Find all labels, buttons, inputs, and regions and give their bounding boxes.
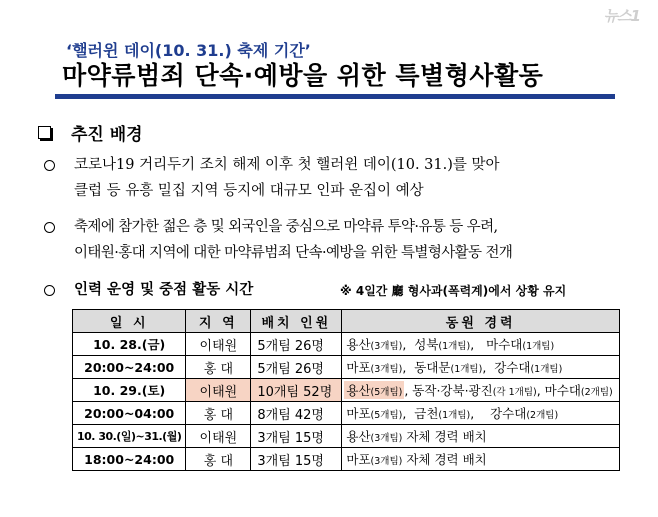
- note-text: ※ 4일간 廳 형사과(폭력계)에서 상황 유지: [340, 284, 567, 298]
- region-cell: 이태원: [186, 333, 251, 356]
- units-cell: 마포(5개팀), 금천(1개팀), 강수대(2개팀): [342, 402, 620, 425]
- units-cell: 마포(3개팀), 동대문(1개팀), 강수대(1개팀): [342, 356, 620, 379]
- region-cell: 홍 대: [186, 356, 251, 379]
- section-heading: [38, 120, 143, 145]
- bullet-line: 클럽 등 유흥 밀집 지역 등지에 대규모 인파 운집이 예상: [74, 183, 424, 199]
- doc-title: 마약류범죄 단속·예방을 위한 특별형사활동: [62, 61, 544, 90]
- column-header: 배치 인원: [251, 310, 342, 333]
- staff-cell: 5개팀 26명: [251, 356, 342, 379]
- units-cell: 용산(3개팀) 자체 경력 배치: [342, 425, 620, 448]
- units-cell: 마포(3개팀) 자체 경력 배치: [342, 448, 620, 471]
- circle-bullet-icon: [44, 160, 55, 171]
- date-cell: 10. 29.(토): [73, 379, 186, 402]
- news-watermark: 뉴스1: [603, 7, 640, 25]
- region-cell: 홍 대: [186, 448, 251, 471]
- region-cell: 홍 대: [186, 402, 251, 425]
- bullet-line: 코로나19 거리두기 조치 해제 이후 첫 핼러윈 데이(10. 31.)를 맞아: [74, 157, 500, 173]
- circle-bullet-icon: [44, 222, 55, 233]
- table-row: [73, 402, 620, 425]
- column-header: 동원 경력: [342, 310, 620, 333]
- units-cell: 용산(3개팀), 성북(1개팀), 마수대(1개팀): [342, 333, 620, 356]
- staff-cell: 3개팀 15명: [251, 448, 342, 471]
- region-cell: 이태원: [186, 425, 251, 448]
- circle-bullet-icon: [44, 285, 55, 296]
- column-header: 지 역: [186, 310, 251, 333]
- table-row: [73, 379, 620, 402]
- bullet-line: 축제에 참가한 젊은 층 및 외국인을 중심으로 마약류 투약·유통 등 우려,: [74, 219, 498, 235]
- date-cell: 10. 30.(일)~31.(월): [73, 425, 186, 448]
- units-cell: 용산(5개팀) , 동작·강북·광진(각 1개팀), 마수대(2개팀): [342, 379, 620, 402]
- bullet-line: 인력 운영 및 중점 활동 시간: [74, 282, 254, 298]
- column-header: 일 시: [73, 310, 186, 333]
- section-heading-label: 추진 배경: [71, 125, 143, 145]
- doc-subtitle: ‘핼러윈 데이(10. 31.) 축제 기간’: [66, 41, 311, 60]
- deployment-table: [72, 309, 620, 471]
- checkbox-icon: [38, 126, 51, 139]
- bullet-line: 이태원·홍대 지역에 대한 마약류범죄 단속·예방을 위한 특별형사활동 전개: [74, 245, 513, 261]
- bullet-item: [44, 214, 629, 266]
- region-cell: 이태원: [186, 379, 251, 402]
- date-cell: 10. 28.(금): [73, 333, 186, 356]
- table-row: [73, 356, 620, 379]
- title-underline: [55, 94, 615, 99]
- table-row: [73, 333, 620, 356]
- staff-cell: 5개팀 26명: [251, 333, 342, 356]
- table-header-row: [73, 310, 620, 333]
- time-cell: 20:00~04:00: [73, 402, 186, 425]
- staff-cell: 8개팀 42명: [251, 402, 342, 425]
- time-cell: 18:00~24:00: [73, 448, 186, 471]
- bullet-item: [44, 152, 629, 204]
- table-row: [73, 425, 620, 448]
- staff-cell: 10개팀 52명: [251, 379, 342, 402]
- time-cell: 20:00~24:00: [73, 356, 186, 379]
- staff-cell: 3개팀 15명: [251, 425, 342, 448]
- table-row: [73, 448, 620, 471]
